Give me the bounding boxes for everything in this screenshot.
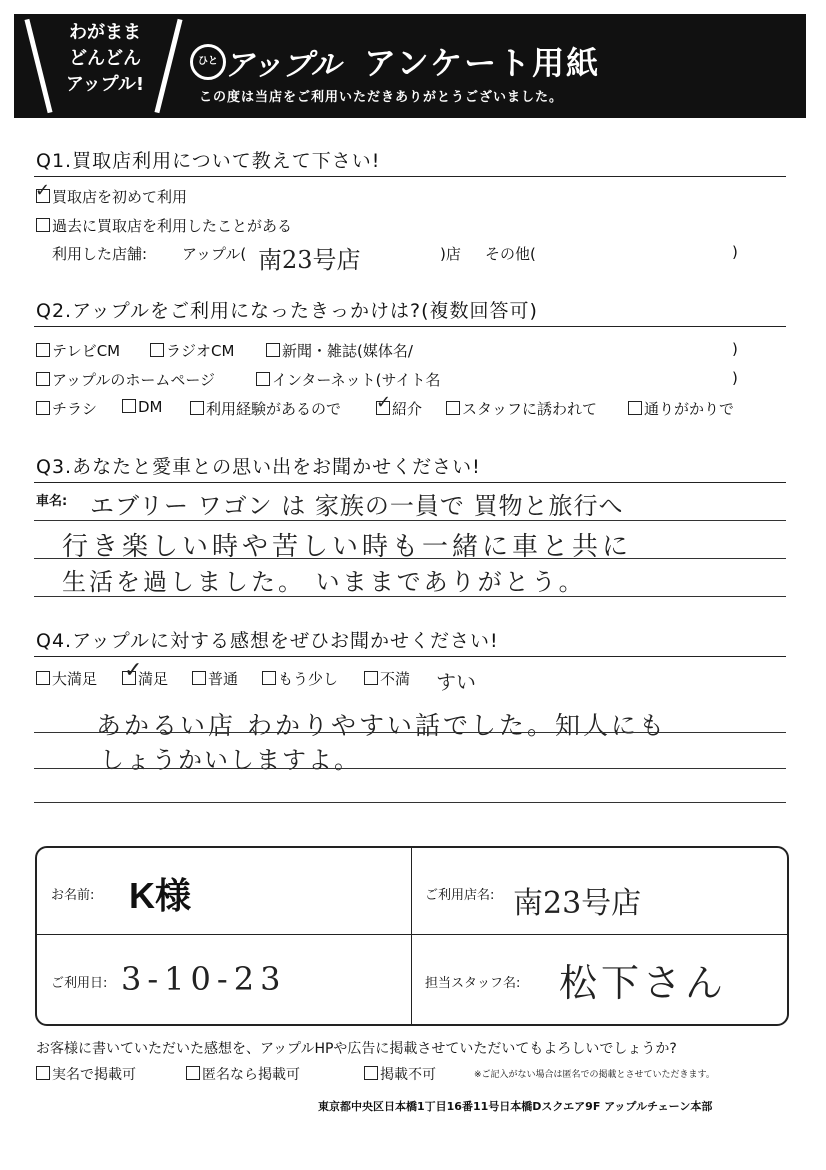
header-banner — [14, 14, 806, 118]
option-label: 利用経験があるので — [206, 400, 342, 418]
option-label: チラシ — [52, 400, 98, 418]
checkbox[interactable] — [36, 343, 50, 357]
slogan-line-2: どんどん — [69, 48, 141, 69]
card-vertical-divider — [411, 848, 412, 1024]
q3-line-3 — [34, 596, 786, 597]
apple-logo-text: アップル — [224, 48, 341, 83]
checkbox[interactable] — [150, 343, 164, 357]
option-label: DM — [138, 398, 163, 416]
checkmark-icon: ✓ — [376, 392, 392, 413]
staff-value[interactable]: 松下さん — [559, 961, 728, 1005]
q3-line-2 — [34, 558, 786, 559]
checkbox[interactable] — [36, 1066, 50, 1080]
checkbox[interactable] — [446, 401, 460, 415]
staff-label: 担当スタッフ名: — [425, 976, 521, 991]
q2-option-passing[interactable] — [628, 398, 734, 419]
q1-store-label: 利用した店舗: — [52, 245, 148, 263]
slogan-line-1: わがまま — [69, 22, 141, 43]
slogan — [50, 20, 160, 98]
q1-store-handwritten[interactable]: 南23号店 — [258, 246, 361, 274]
q3-rule — [34, 482, 786, 483]
page-subtitle: この度は当店をご利用いただきありがとうございました。 — [199, 90, 564, 105]
q2-row2-close: ) — [732, 369, 738, 387]
checkbox[interactable] — [36, 372, 50, 386]
q2-option-tv[interactable] — [36, 340, 120, 361]
option-label: 大満足 — [52, 670, 98, 688]
checkbox[interactable] — [186, 1066, 200, 1080]
q2-option-newspaper[interactable] — [266, 340, 413, 361]
q2-option-referral[interactable] — [376, 392, 423, 419]
q2-option-radio[interactable] — [150, 340, 234, 361]
q1-option-used-before[interactable] — [36, 215, 292, 236]
checkbox[interactable] — [364, 671, 378, 685]
checkbox[interactable] — [192, 671, 206, 685]
option-label: 通りがかりで — [644, 400, 735, 418]
apple-logo-icon: ひと — [190, 44, 226, 80]
date-label: ご利用日: — [51, 976, 108, 991]
option-label: 買取店を初めて利用 — [52, 188, 188, 206]
option-label: 過去に買取店を利用したことがある — [52, 217, 293, 235]
q4-heading: Q4.アップルに対する感想をぜひお聞かせください! — [36, 630, 499, 652]
q3-car-label: 車名: — [36, 494, 68, 509]
q3-answer-line-3[interactable]: 生活を過しました。 いままでありがとう。 — [62, 568, 586, 596]
checkbox[interactable] — [190, 401, 204, 415]
q4-insertion-note: すい — [436, 670, 476, 694]
checkbox[interactable] — [628, 401, 642, 415]
q4-option-normal[interactable] — [192, 668, 238, 689]
consent-option-real-name[interactable] — [36, 1064, 136, 1084]
checkbox[interactable] — [256, 372, 270, 386]
q2-rule — [34, 326, 786, 327]
checkmark-icon: ✓ — [35, 180, 51, 201]
option-label: インターネット(サイト名 — [272, 371, 441, 389]
q1-heading: Q1.買取店利用について教えて下さい! — [36, 150, 381, 172]
q4-answer-line-1[interactable]: あかるい店 わかりやすい話でした。知人にも — [96, 711, 667, 740]
checkbox[interactable] — [36, 218, 50, 232]
option-label: テレビCM — [52, 342, 121, 360]
slogan-left-slash — [24, 19, 52, 113]
checkbox[interactable] — [262, 671, 276, 685]
option-label: 紹介 — [392, 400, 423, 418]
card-horizontal-divider — [37, 934, 787, 935]
checkmark-icon: ✓ — [124, 658, 143, 683]
checkbox[interactable] — [36, 671, 50, 685]
checkbox[interactable] — [364, 1066, 378, 1080]
q1-option-first-time[interactable] — [35, 180, 188, 207]
q4-option-dissatisfied[interactable] — [364, 668, 410, 689]
store-value[interactable]: 南23号店 — [513, 886, 642, 921]
q4-rule — [34, 656, 786, 657]
q2-option-experience[interactable] — [190, 398, 341, 419]
checkbox[interactable] — [266, 343, 280, 357]
q2-option-staff[interactable] — [446, 398, 597, 419]
q3-answer-line-1[interactable]: エブリー ワゴン は 家族の一員で 買物と旅行へ — [90, 492, 624, 520]
q4-option-satisfied[interactable] — [122, 658, 169, 689]
consent-option-not-allowed[interactable] — [364, 1064, 436, 1084]
q1-store-suffix: )店 — [440, 245, 461, 263]
q1-other-close: ) — [732, 243, 738, 261]
q1-other-label: その他( — [485, 245, 536, 263]
q4-line-1 — [34, 732, 786, 733]
name-value[interactable]: K様 — [129, 875, 191, 916]
checkbox[interactable] — [36, 401, 50, 415]
name-label: お名前: — [51, 888, 95, 903]
option-label: 普通 — [208, 670, 239, 688]
q2-option-flyer[interactable] — [36, 398, 97, 419]
q1-rule — [34, 176, 786, 177]
consent-option-anonymous[interactable] — [186, 1064, 300, 1084]
consent-note: ※ご記入がない場合は匿名での掲載とさせていただきます。 — [474, 1070, 715, 1080]
slogan-line-3: アップル! — [65, 74, 145, 95]
store-label: ご利用店名: — [425, 888, 495, 903]
q4-line-2 — [34, 768, 786, 769]
checkbox[interactable] — [122, 399, 136, 413]
page-title: アンケート用紙 — [364, 44, 601, 82]
option-label: 満足 — [138, 670, 169, 688]
q4-option-a-little-more[interactable] — [262, 668, 338, 689]
q4-answer-line-2[interactable]: しょうかいしますよ。 — [100, 746, 360, 774]
option-label: 実名で掲載可 — [52, 1067, 136, 1083]
option-label: もう少し — [278, 670, 339, 688]
q3-answer-line-2[interactable]: 行き楽しい時や苦しい時も一緒に車と共に — [62, 532, 633, 562]
company-address: 東京都中央区日本橋1丁目16番11号日本橋Dスクエア9F アップルチェーン本部 — [318, 1100, 713, 1113]
q2-row1-close: ) — [732, 340, 738, 358]
q3-line-1 — [34, 520, 786, 521]
q2-heading: Q2.アップルをご利用になったきっかけは?(複数回答可) — [36, 300, 538, 322]
q4-line-3 — [34, 802, 786, 803]
option-label: ラジオCM — [166, 342, 235, 360]
q3-heading: Q3.あなたと愛車との思い出をお聞かせください! — [36, 456, 481, 478]
q1-store-prefix: アップル( — [182, 245, 247, 263]
q4-option-very-satisfied[interactable] — [36, 668, 97, 689]
option-label: 不満 — [380, 670, 411, 688]
option-label: 掲載不可 — [380, 1067, 436, 1083]
q2-option-dm[interactable] — [122, 398, 163, 416]
customer-info-card — [35, 846, 789, 1026]
q2-option-homepage[interactable] — [36, 369, 215, 390]
publish-consent-question: お客様に書いていただいた感想を、アップルHPや広告に掲載させていただいてもよろしいでしょうか? — [36, 1041, 677, 1057]
option-label: スタッフに誘われて — [462, 400, 598, 418]
option-label: 匿名なら掲載可 — [202, 1067, 300, 1083]
option-label: アップルのホームページ — [52, 371, 216, 389]
q2-option-internet[interactable] — [256, 369, 440, 390]
option-label: 新聞・雑誌(媒体名/ — [282, 342, 413, 360]
date-value[interactable]: 3-10-23 — [121, 960, 287, 998]
